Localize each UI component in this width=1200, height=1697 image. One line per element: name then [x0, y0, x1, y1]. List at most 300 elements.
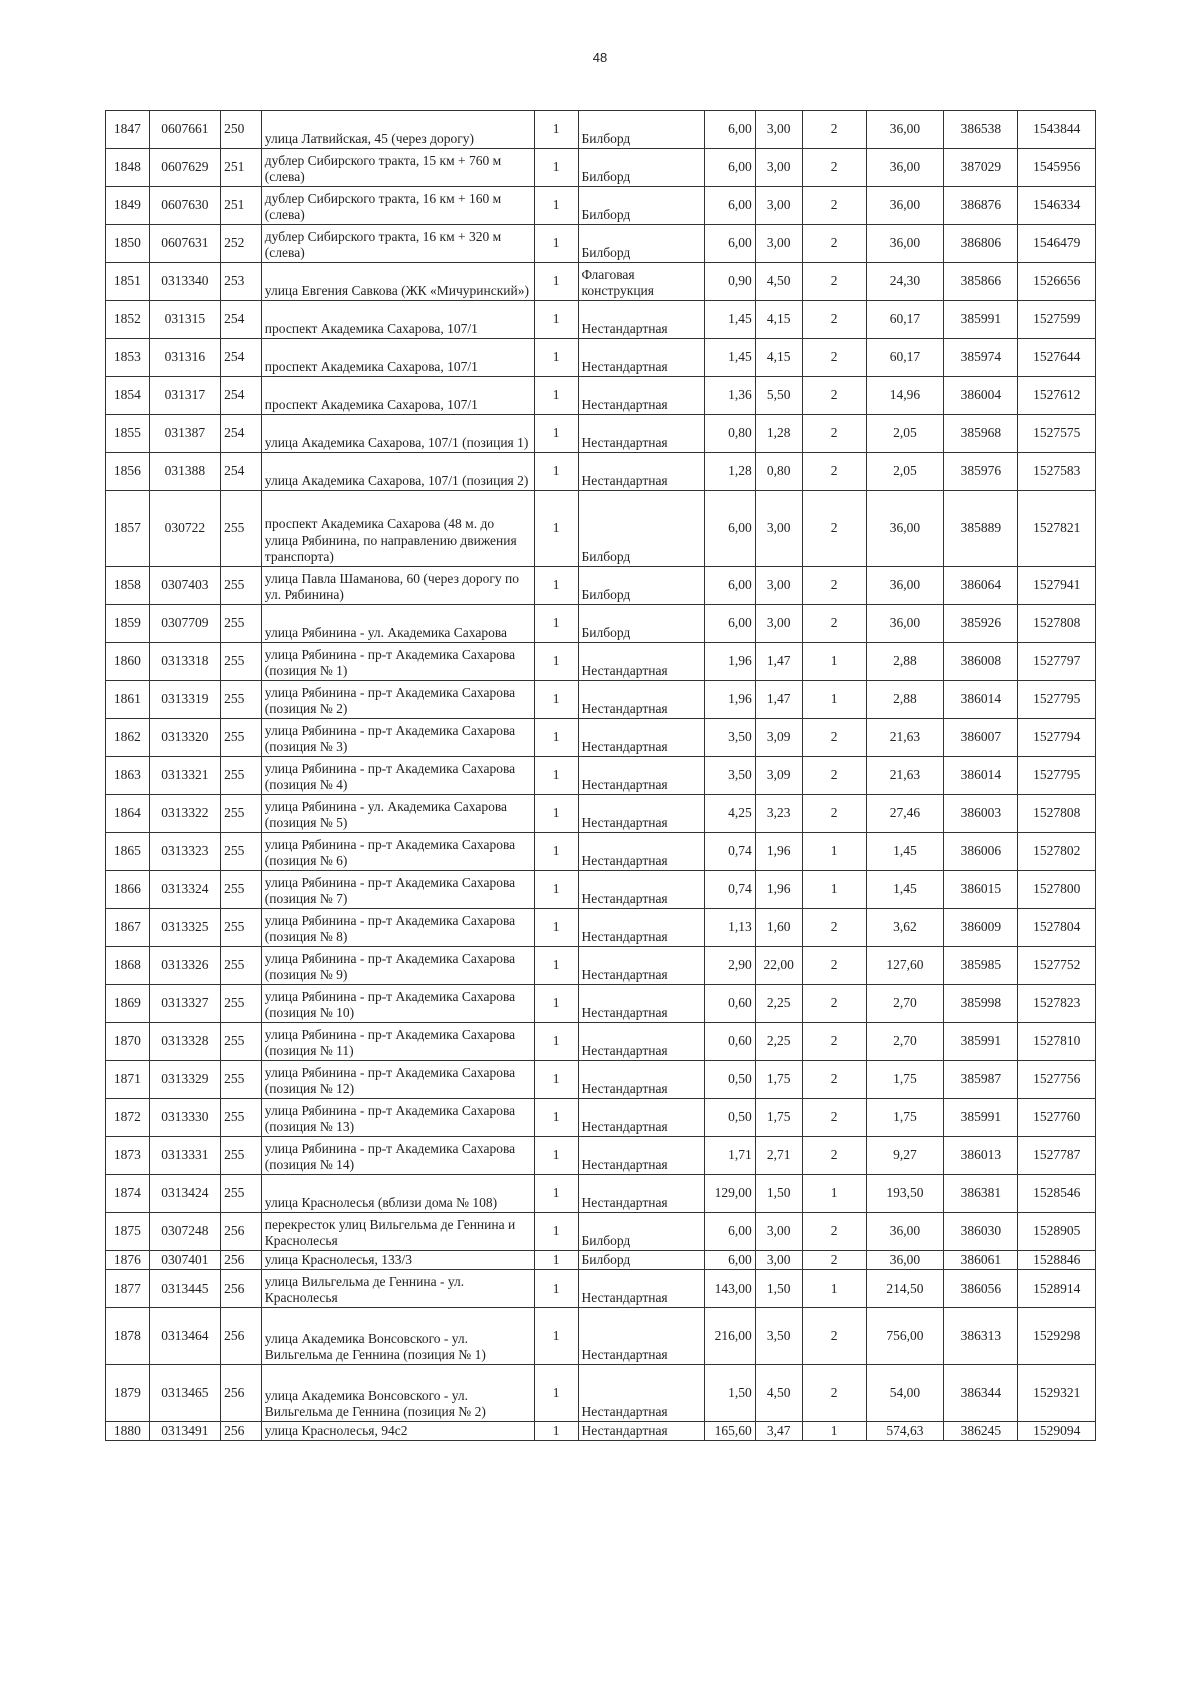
area-cell: 2,05	[866, 415, 943, 453]
table-row	[106, 491, 1096, 567]
row-number-cell: 1847	[106, 111, 150, 149]
size-a-cell: 1,28	[704, 453, 755, 491]
area-cell: 60,17	[866, 339, 943, 377]
sides-cell: 2	[802, 1213, 866, 1251]
advertising-structures-table	[105, 110, 1096, 1441]
zone-cell: 255	[221, 947, 262, 985]
sides-cell: 2	[802, 1023, 866, 1061]
zone-cell: 255	[221, 681, 262, 719]
sides-cell: 2	[802, 567, 866, 605]
coord-x-cell: 385926	[944, 605, 1018, 643]
code-cell: 0313322	[149, 795, 220, 833]
zone-cell: 254	[221, 415, 262, 453]
sides-cell: 2	[802, 795, 866, 833]
zone-cell: 255	[221, 605, 262, 643]
size-b-cell: 2,25	[755, 985, 802, 1023]
coord-y-cell: 1529321	[1018, 1365, 1096, 1422]
zone-cell: 254	[221, 301, 262, 339]
area-cell: 214,50	[866, 1270, 943, 1308]
table-row	[106, 1099, 1096, 1137]
table-row	[106, 1251, 1096, 1270]
table-row	[106, 377, 1096, 415]
zone-cell: 255	[221, 1023, 262, 1061]
area-cell: 54,00	[866, 1365, 943, 1422]
size-b-cell: 1,75	[755, 1099, 802, 1137]
address-cell: улица Рябинина - пр-т Академика Сахарова (позиция № 7)	[261, 871, 534, 909]
sides-cell: 2	[802, 225, 866, 263]
table-row	[106, 757, 1096, 795]
area-cell: 36,00	[866, 1213, 943, 1251]
zone-cell: 255	[221, 643, 262, 681]
zone-cell: 255	[221, 567, 262, 605]
quantity-cell: 1	[534, 1365, 578, 1422]
code-cell: 0313326	[149, 947, 220, 985]
row-number-cell: 1855	[106, 415, 150, 453]
address-cell: дублер Сибирского тракта, 16 км + 320 м (слева)	[261, 225, 534, 263]
size-b-cell: 2,25	[755, 1023, 802, 1061]
table-row	[106, 909, 1096, 947]
row-number-cell: 1854	[106, 377, 150, 415]
table-row	[106, 643, 1096, 681]
coord-x-cell: 386061	[944, 1251, 1018, 1270]
quantity-cell: 1	[534, 605, 578, 643]
code-cell: 0313321	[149, 757, 220, 795]
address-cell: улица Рябинина - пр-т Академика Сахарова (позиция № 6)	[261, 833, 534, 871]
structure-type-cell: Нестандартная	[578, 1422, 704, 1441]
address-cell: улица Краснолесья, 94с2	[261, 1422, 534, 1441]
quantity-cell: 1	[534, 225, 578, 263]
size-b-cell: 3,00	[755, 567, 802, 605]
zone-cell: 255	[221, 985, 262, 1023]
code-cell: 0313445	[149, 1270, 220, 1308]
structure-type-cell: Нестандартная	[578, 681, 704, 719]
code-cell: 0307709	[149, 605, 220, 643]
area-cell: 36,00	[866, 149, 943, 187]
zone-cell: 256	[221, 1308, 262, 1365]
coord-x-cell: 387029	[944, 149, 1018, 187]
coord-x-cell: 386015	[944, 871, 1018, 909]
size-b-cell: 3,00	[755, 605, 802, 643]
code-cell: 0313319	[149, 681, 220, 719]
coord-x-cell: 385889	[944, 491, 1018, 567]
area-cell: 36,00	[866, 187, 943, 225]
quantity-cell: 1	[534, 985, 578, 1023]
address-cell: перекресток улиц Вильгельма де Геннина и Краснолесья	[261, 1213, 534, 1251]
quantity-cell: 1	[534, 1251, 578, 1270]
sides-cell: 1	[802, 643, 866, 681]
zone-cell: 255	[221, 491, 262, 567]
sides-cell: 2	[802, 947, 866, 985]
address-cell: улица Краснолесья, 133/3	[261, 1251, 534, 1270]
address-cell: улица Академика Сахарова, 107/1 (позиция 1)	[261, 415, 534, 453]
zone-cell: 256	[221, 1422, 262, 1441]
size-b-cell: 0,80	[755, 453, 802, 491]
sides-cell: 2	[802, 1061, 866, 1099]
address-cell: дублер Сибирского тракта, 16 км + 160 м (слева)	[261, 187, 534, 225]
table-row	[106, 681, 1096, 719]
code-cell: 0313464	[149, 1308, 220, 1365]
address-cell: улица Павла Шаманова, 60 (через дорогу по ул. Рябинина)	[261, 567, 534, 605]
quantity-cell: 1	[534, 339, 578, 377]
size-a-cell: 0,74	[704, 833, 755, 871]
quantity-cell: 1	[534, 1270, 578, 1308]
coord-x-cell: 385968	[944, 415, 1018, 453]
coord-y-cell: 1527795	[1018, 681, 1096, 719]
table-body	[106, 111, 1096, 1441]
size-a-cell: 6,00	[704, 225, 755, 263]
row-number-cell: 1869	[106, 985, 150, 1023]
code-cell: 0313329	[149, 1061, 220, 1099]
sides-cell: 2	[802, 1365, 866, 1422]
size-a-cell: 0,50	[704, 1099, 755, 1137]
code-cell: 0313318	[149, 643, 220, 681]
size-a-cell: 6,00	[704, 111, 755, 149]
sides-cell: 2	[802, 263, 866, 301]
structure-type-cell: Нестандартная	[578, 1308, 704, 1365]
coord-y-cell: 1527808	[1018, 605, 1096, 643]
address-cell: улица Рябинина - ул. Академика Сахарова	[261, 605, 534, 643]
table-row	[106, 1365, 1096, 1422]
zone-cell: 256	[221, 1365, 262, 1422]
row-number-cell: 1871	[106, 1061, 150, 1099]
size-b-cell: 22,00	[755, 947, 802, 985]
address-cell: проспект Академика Сахарова, 107/1	[261, 377, 534, 415]
area-cell: 36,00	[866, 491, 943, 567]
size-a-cell: 129,00	[704, 1175, 755, 1213]
zone-cell: 251	[221, 149, 262, 187]
address-cell: улица Рябинина - пр-т Академика Сахарова (позиция № 4)	[261, 757, 534, 795]
quantity-cell: 1	[534, 111, 578, 149]
quantity-cell: 1	[534, 1099, 578, 1137]
quantity-cell: 1	[534, 567, 578, 605]
coord-x-cell: 386009	[944, 909, 1018, 947]
zone-cell: 254	[221, 453, 262, 491]
coord-y-cell: 1528914	[1018, 1270, 1096, 1308]
size-a-cell: 6,00	[704, 187, 755, 225]
size-a-cell: 6,00	[704, 149, 755, 187]
address-cell: улица Рябинина - пр-т Академика Сахарова (позиция № 12)	[261, 1061, 534, 1099]
row-number-cell: 1858	[106, 567, 150, 605]
size-b-cell: 4,15	[755, 301, 802, 339]
size-a-cell: 0,74	[704, 871, 755, 909]
code-cell: 0307401	[149, 1251, 220, 1270]
zone-cell: 255	[221, 833, 262, 871]
row-number-cell: 1865	[106, 833, 150, 871]
size-a-cell: 6,00	[704, 491, 755, 567]
coord-x-cell: 386004	[944, 377, 1018, 415]
row-number-cell: 1874	[106, 1175, 150, 1213]
coord-x-cell: 386006	[944, 833, 1018, 871]
quantity-cell: 1	[534, 415, 578, 453]
code-cell: 031317	[149, 377, 220, 415]
coord-x-cell: 386313	[944, 1308, 1018, 1365]
size-b-cell: 3,47	[755, 1422, 802, 1441]
structure-type-cell: Нестандартная	[578, 1061, 704, 1099]
size-a-cell: 165,60	[704, 1422, 755, 1441]
sides-cell: 2	[802, 1137, 866, 1175]
structure-type-cell: Билборд	[578, 187, 704, 225]
coord-y-cell: 1527802	[1018, 833, 1096, 871]
table-row	[106, 719, 1096, 757]
coord-y-cell: 1527808	[1018, 795, 1096, 833]
size-a-cell: 1,96	[704, 643, 755, 681]
size-b-cell: 3,00	[755, 1251, 802, 1270]
size-a-cell: 1,36	[704, 377, 755, 415]
zone-cell: 255	[221, 1137, 262, 1175]
structure-type-cell: Нестандартная	[578, 415, 704, 453]
table-row	[106, 453, 1096, 491]
quantity-cell: 1	[534, 719, 578, 757]
row-number-cell: 1867	[106, 909, 150, 947]
structure-type-cell: Нестандартная	[578, 339, 704, 377]
size-b-cell: 1,75	[755, 1061, 802, 1099]
quantity-cell: 1	[534, 681, 578, 719]
structure-type-cell: Билборд	[578, 567, 704, 605]
sides-cell: 2	[802, 985, 866, 1023]
area-cell: 2,05	[866, 453, 943, 491]
size-b-cell: 3,00	[755, 149, 802, 187]
code-cell: 0313465	[149, 1365, 220, 1422]
sides-cell: 2	[802, 377, 866, 415]
area-cell: 9,27	[866, 1137, 943, 1175]
structure-type-cell: Билборд	[578, 149, 704, 187]
size-a-cell: 216,00	[704, 1308, 755, 1365]
table-row	[106, 1175, 1096, 1213]
sides-cell: 2	[802, 149, 866, 187]
table-row	[106, 149, 1096, 187]
structure-type-cell: Нестандартная	[578, 795, 704, 833]
quantity-cell: 1	[534, 301, 578, 339]
sides-cell: 1	[802, 1175, 866, 1213]
area-cell: 14,96	[866, 377, 943, 415]
quantity-cell: 1	[534, 871, 578, 909]
zone-cell: 255	[221, 719, 262, 757]
area-cell: 36,00	[866, 1251, 943, 1270]
area-cell: 60,17	[866, 301, 943, 339]
row-number-cell: 1859	[106, 605, 150, 643]
code-cell: 0313320	[149, 719, 220, 757]
address-cell: улица Вильгельма де Геннина - ул. Краснолесья	[261, 1270, 534, 1308]
coord-y-cell: 1545956	[1018, 149, 1096, 187]
address-cell: улица Латвийская, 45 (через дорогу)	[261, 111, 534, 149]
area-cell: 36,00	[866, 605, 943, 643]
area-cell: 574,63	[866, 1422, 943, 1441]
quantity-cell: 1	[534, 947, 578, 985]
coord-y-cell: 1546479	[1018, 225, 1096, 263]
structure-type-cell: Нестандартная	[578, 947, 704, 985]
coord-x-cell: 386003	[944, 795, 1018, 833]
address-cell: улица Рябинина - пр-т Академика Сахарова (позиция № 2)	[261, 681, 534, 719]
size-b-cell: 1,28	[755, 415, 802, 453]
area-cell: 756,00	[866, 1308, 943, 1365]
page-number: 48	[592, 50, 608, 65]
sides-cell: 2	[802, 1251, 866, 1270]
structure-type-cell: Нестандартная	[578, 643, 704, 681]
zone-cell: 255	[221, 871, 262, 909]
size-a-cell: 0,80	[704, 415, 755, 453]
code-cell: 0307403	[149, 567, 220, 605]
code-cell: 0313331	[149, 1137, 220, 1175]
coord-x-cell: 386245	[944, 1422, 1018, 1441]
size-a-cell: 1,96	[704, 681, 755, 719]
zone-cell: 250	[221, 111, 262, 149]
address-cell: проспект Академика Сахарова (48 м. до улица Рябинина, по направлению движения транспорта)	[261, 491, 534, 567]
size-a-cell: 4,25	[704, 795, 755, 833]
quantity-cell: 1	[534, 1061, 578, 1099]
zone-cell: 255	[221, 757, 262, 795]
coord-y-cell: 1527804	[1018, 909, 1096, 947]
size-b-cell: 3,00	[755, 491, 802, 567]
structure-type-cell: Нестандартная	[578, 985, 704, 1023]
table-row	[106, 187, 1096, 225]
coord-y-cell: 1527795	[1018, 757, 1096, 795]
coord-x-cell: 385866	[944, 263, 1018, 301]
sides-cell: 2	[802, 909, 866, 947]
coord-x-cell: 385985	[944, 947, 1018, 985]
sides-cell: 1	[802, 1270, 866, 1308]
coord-x-cell: 386876	[944, 187, 1018, 225]
coord-x-cell: 386064	[944, 567, 1018, 605]
area-cell: 2,88	[866, 643, 943, 681]
coord-y-cell: 1527941	[1018, 567, 1096, 605]
row-number-cell: 1850	[106, 225, 150, 263]
structure-type-cell: Билборд	[578, 491, 704, 567]
address-cell: улица Рябинина - пр-т Академика Сахарова (позиция № 14)	[261, 1137, 534, 1175]
coord-x-cell: 385974	[944, 339, 1018, 377]
coord-y-cell: 1546334	[1018, 187, 1096, 225]
structure-type-cell: Нестандартная	[578, 453, 704, 491]
area-cell: 1,45	[866, 871, 943, 909]
size-b-cell: 4,50	[755, 1365, 802, 1422]
row-number-cell: 1853	[106, 339, 150, 377]
zone-cell: 253	[221, 263, 262, 301]
zone-cell: 256	[221, 1251, 262, 1270]
table-row	[106, 1270, 1096, 1308]
structure-type-cell: Билборд	[578, 605, 704, 643]
row-number-cell: 1849	[106, 187, 150, 225]
size-a-cell: 6,00	[704, 1213, 755, 1251]
area-cell: 24,30	[866, 263, 943, 301]
row-number-cell: 1857	[106, 491, 150, 567]
code-cell: 031315	[149, 301, 220, 339]
zone-cell: 255	[221, 1099, 262, 1137]
code-cell: 031388	[149, 453, 220, 491]
row-number-cell: 1848	[106, 149, 150, 187]
zone-cell: 255	[221, 1175, 262, 1213]
sides-cell: 2	[802, 453, 866, 491]
row-number-cell: 1870	[106, 1023, 150, 1061]
coord-x-cell: 386381	[944, 1175, 1018, 1213]
size-b-cell: 3,09	[755, 719, 802, 757]
sides-cell: 2	[802, 415, 866, 453]
coord-x-cell: 385991	[944, 301, 1018, 339]
row-number-cell: 1875	[106, 1213, 150, 1251]
size-a-cell: 143,00	[704, 1270, 755, 1308]
row-number-cell: 1880	[106, 1422, 150, 1441]
area-cell: 1,45	[866, 833, 943, 871]
coord-x-cell: 385991	[944, 1099, 1018, 1137]
area-cell: 3,62	[866, 909, 943, 947]
coord-y-cell: 1526656	[1018, 263, 1096, 301]
code-cell: 0313491	[149, 1422, 220, 1441]
coord-y-cell: 1527760	[1018, 1099, 1096, 1137]
size-b-cell: 3,00	[755, 225, 802, 263]
code-cell: 0313324	[149, 871, 220, 909]
code-cell: 0307248	[149, 1213, 220, 1251]
structure-type-cell: Билборд	[578, 1251, 704, 1270]
coord-x-cell: 385998	[944, 985, 1018, 1023]
structure-type-cell: Нестандартная	[578, 719, 704, 757]
size-a-cell: 1,13	[704, 909, 755, 947]
row-number-cell: 1852	[106, 301, 150, 339]
code-cell: 0313327	[149, 985, 220, 1023]
size-b-cell: 1,96	[755, 871, 802, 909]
coord-x-cell: 385976	[944, 453, 1018, 491]
table-row	[106, 301, 1096, 339]
coord-x-cell: 386806	[944, 225, 1018, 263]
address-cell: улица Академика Вонсовского - ул. Вильгельма де Геннина (позиция № 2)	[261, 1365, 534, 1422]
code-cell: 0313340	[149, 263, 220, 301]
zone-cell: 252	[221, 225, 262, 263]
zone-cell: 255	[221, 909, 262, 947]
structure-type-cell: Нестандартная	[578, 377, 704, 415]
quantity-cell: 1	[534, 149, 578, 187]
sides-cell: 1	[802, 681, 866, 719]
address-cell: улица Рябинина - пр-т Академика Сахарова (позиция № 3)	[261, 719, 534, 757]
structure-type-cell: Нестандартная	[578, 871, 704, 909]
sides-cell: 2	[802, 757, 866, 795]
table-row	[106, 833, 1096, 871]
coord-y-cell: 1529094	[1018, 1422, 1096, 1441]
size-b-cell: 1,60	[755, 909, 802, 947]
area-cell: 27,46	[866, 795, 943, 833]
size-a-cell: 1,50	[704, 1365, 755, 1422]
quantity-cell: 1	[534, 1422, 578, 1441]
quantity-cell: 1	[534, 453, 578, 491]
address-cell: улица Рябинина - пр-т Академика Сахарова (позиция № 8)	[261, 909, 534, 947]
structure-type-cell: Билборд	[578, 1213, 704, 1251]
size-b-cell: 2,71	[755, 1137, 802, 1175]
table-row	[106, 1137, 1096, 1175]
table-row	[106, 1308, 1096, 1365]
size-a-cell: 1,71	[704, 1137, 755, 1175]
size-a-cell: 1,45	[704, 339, 755, 377]
coord-x-cell: 386014	[944, 681, 1018, 719]
code-cell: 0313325	[149, 909, 220, 947]
table-row	[106, 985, 1096, 1023]
row-number-cell: 1860	[106, 643, 150, 681]
table-row	[106, 1213, 1096, 1251]
size-a-cell: 3,50	[704, 757, 755, 795]
row-number-cell: 1862	[106, 719, 150, 757]
quantity-cell: 1	[534, 491, 578, 567]
size-b-cell: 3,23	[755, 795, 802, 833]
coord-y-cell: 1527752	[1018, 947, 1096, 985]
quantity-cell: 1	[534, 757, 578, 795]
coord-x-cell: 386013	[944, 1137, 1018, 1175]
address-cell: улица Рябинина - пр-т Академика Сахарова (позиция № 11)	[261, 1023, 534, 1061]
coord-y-cell: 1528846	[1018, 1251, 1096, 1270]
code-cell: 0607631	[149, 225, 220, 263]
area-cell: 2,88	[866, 681, 943, 719]
quantity-cell: 1	[534, 1308, 578, 1365]
size-b-cell: 1,50	[755, 1175, 802, 1213]
area-cell: 193,50	[866, 1175, 943, 1213]
size-b-cell: 1,96	[755, 833, 802, 871]
zone-cell: 256	[221, 1270, 262, 1308]
size-a-cell: 0,50	[704, 1061, 755, 1099]
coord-y-cell: 1527821	[1018, 491, 1096, 567]
